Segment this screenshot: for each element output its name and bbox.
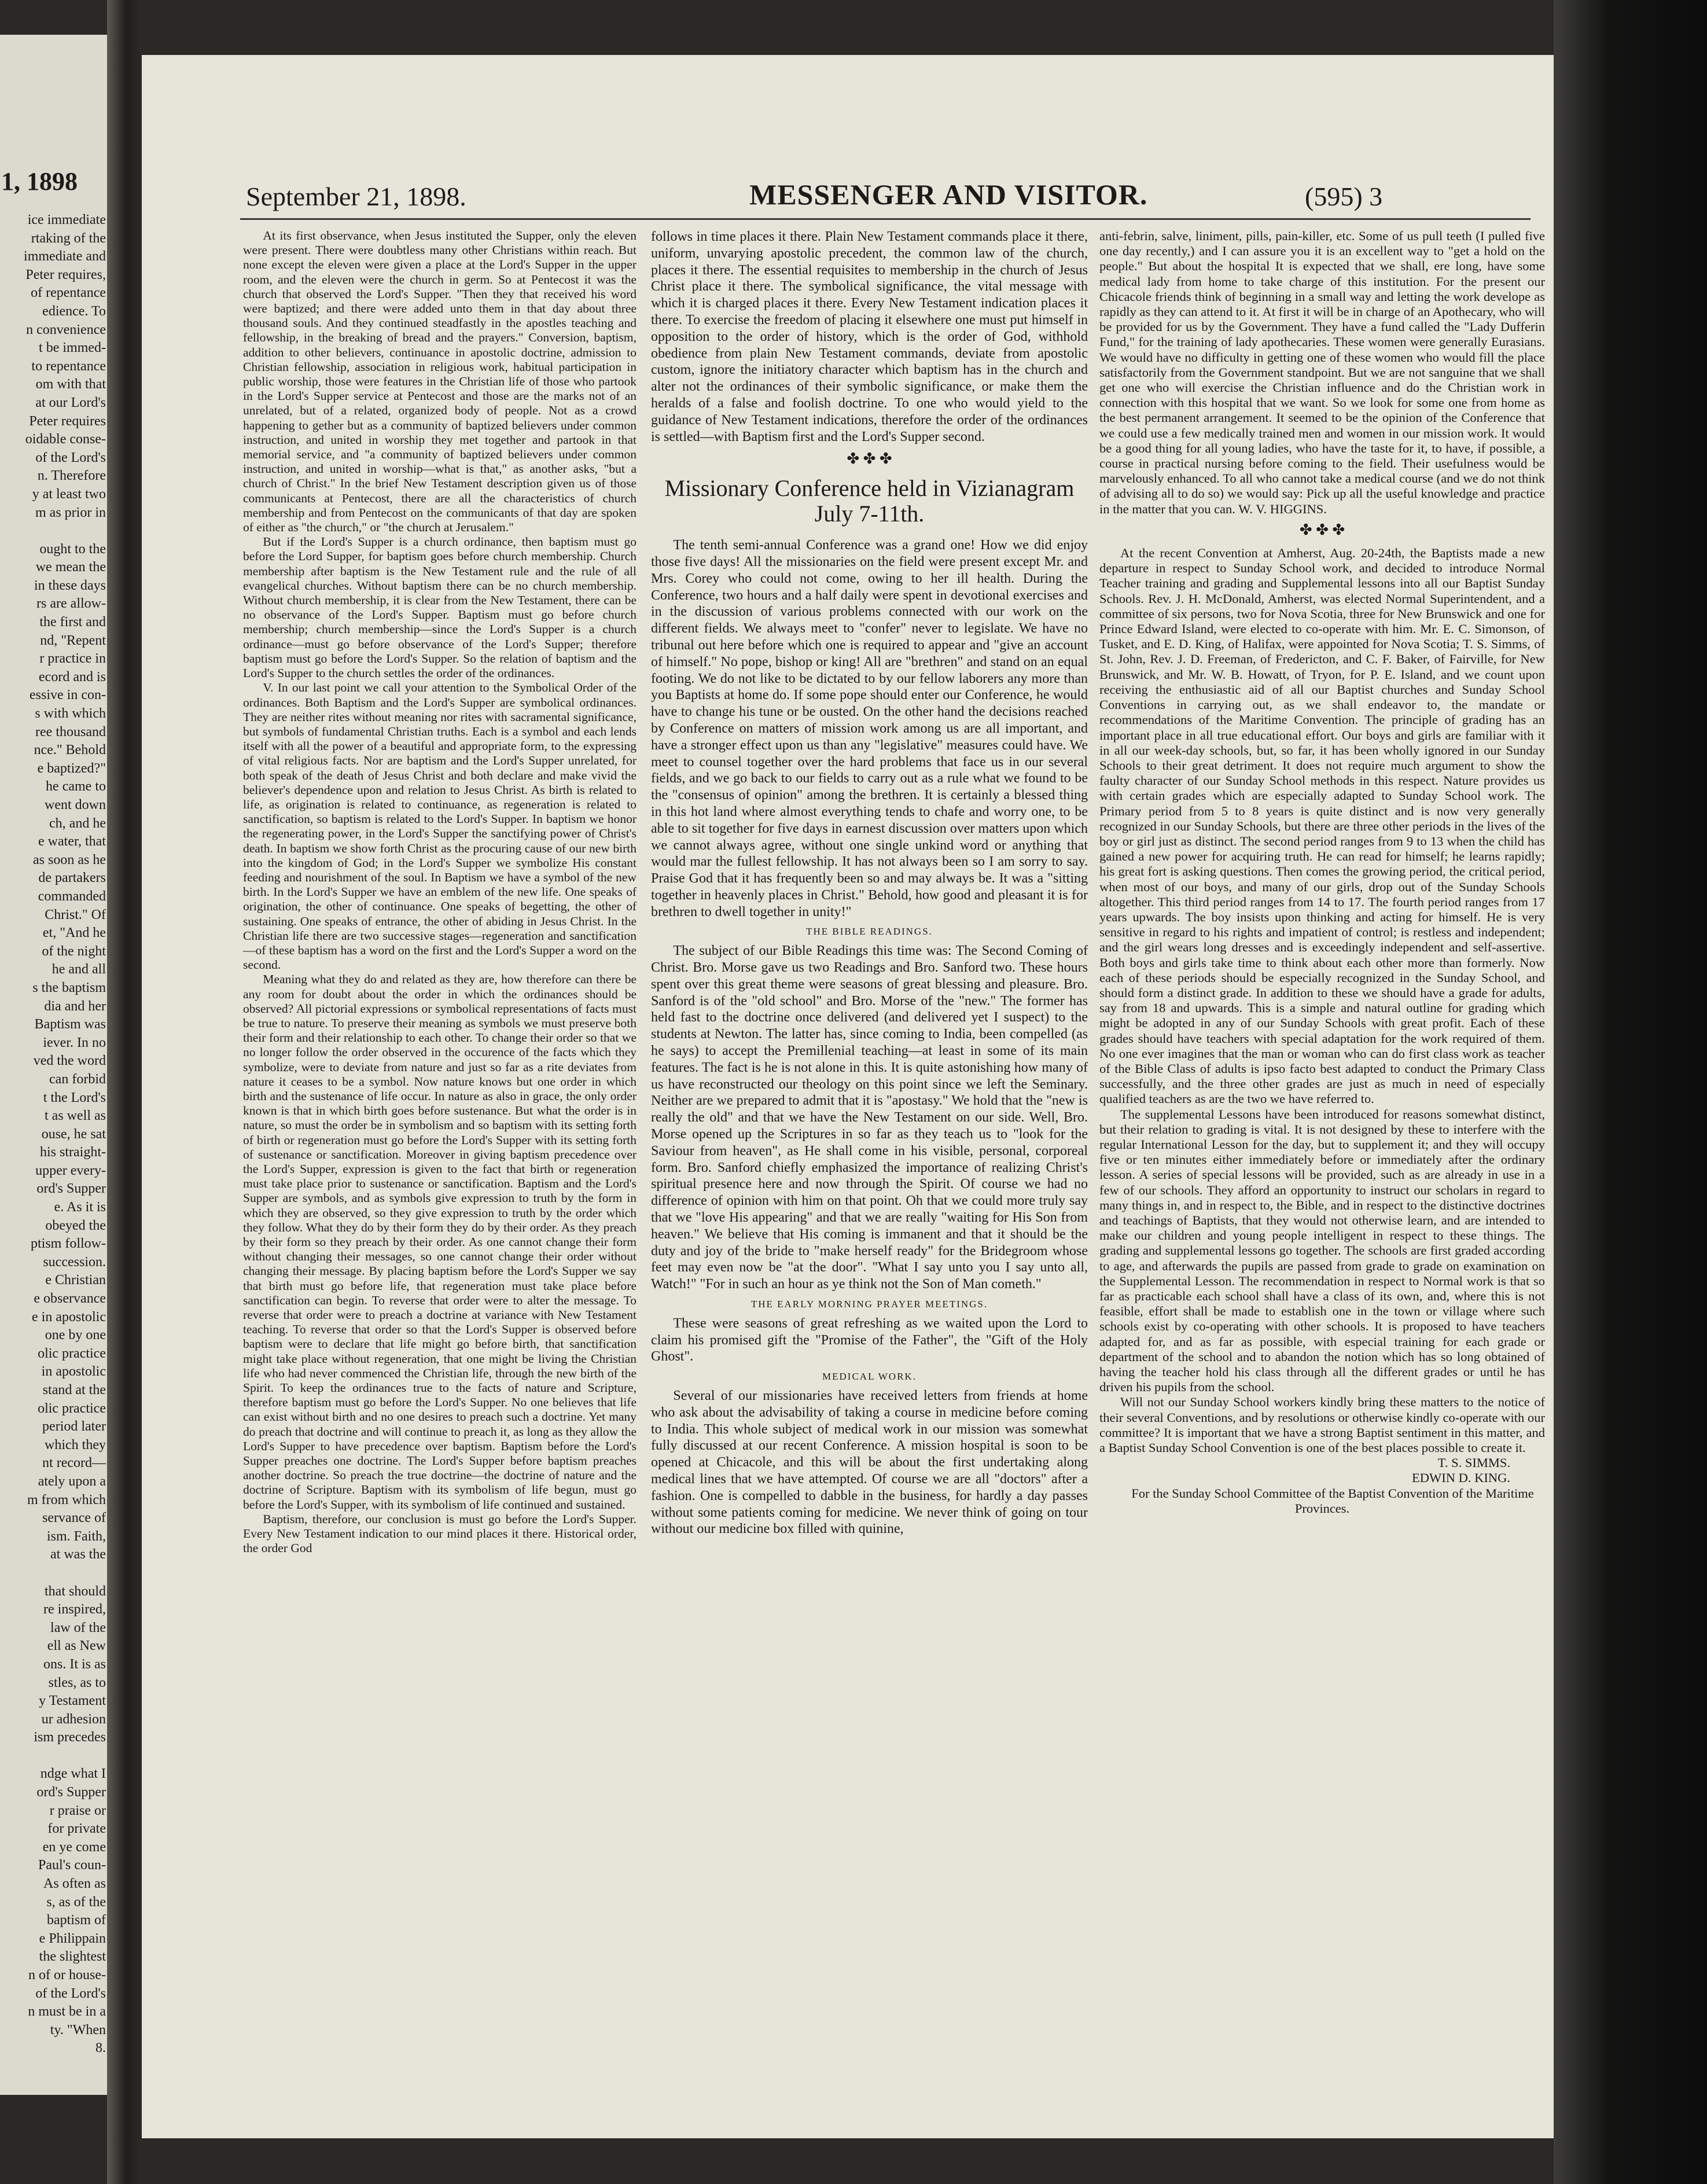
left-page-line: baptism of xyxy=(47,1913,106,1928)
left-page-line: as soon as he xyxy=(33,852,106,867)
page-edge-shadow xyxy=(1554,0,1707,2184)
left-page-date: 1, 1898 xyxy=(1,167,78,196)
left-page-line: Paul's coun- xyxy=(38,1858,106,1873)
left-page-line: ptism follow- xyxy=(31,1236,106,1252)
left-page-line: ecord and is xyxy=(39,669,106,685)
page-header xyxy=(142,55,1554,211)
paragraph: anti-febrin, salve, liniment, pills, pain-killer, etc. Some of us pull teeth (I pulled five one day recently,) and I can assure you it is an excellent way to "get a hold on the people." But about the hospital It is expected that we shall, ere long, have some medical lady from home to take charge of this institution. For the present our Chicacole friends think of beginning in a small way and letting the work develope as rapidly as they can attend to it. At first it will be in charge of an Apothecary, who will be provided for us by the Government. They have a fund called the "Lady Dufferin Fund," for the training of lady apothecaries. These women were generally Eurasians. We would have no difficulty in getting one of these women who would fill the place satisfactorily from the Government standpoint. But we are not sanguine that we shall get one who will exercise the Christian influence and do the Christian work in connection with this hospital that we want. So we look for some one from home as the best permanent arrangement. It seemed to be the opinion of the Conference that we could use a few medically trained men and women in our mission work. It would be a good thing for all young ladies, who have the taste for it, to have, if possible, a course in practical nursing before coming to the field. Their usefulness would be marvelously enhanced. To all who cannot take a medical course (and we do not think of advising all to do so) we would say: Pick up all the useful knowledge and practice in the matter that you can. W. V. HIGGINS. xyxy=(1099,229,1545,516)
left-page-line: Peter requires, xyxy=(25,267,106,282)
committee-footer: For the Sunday School Committee of the Baptist Convention of the Maritime Provinces. xyxy=(1131,1486,1534,1516)
left-page-line: e baptized?" xyxy=(37,760,106,776)
left-page-line: to repentance xyxy=(31,358,106,374)
left-page-line: ree thousand xyxy=(35,724,106,740)
left-page-text xyxy=(0,211,106,2058)
left-page-line: n convenience xyxy=(26,322,106,337)
left-page-line: ur adhesion xyxy=(41,1711,106,1727)
left-page-line: ons. It is as xyxy=(43,1656,106,1672)
left-page-line: we mean the xyxy=(35,560,106,575)
left-page-line xyxy=(0,1564,106,1583)
left-page-line: et, "And he xyxy=(42,925,106,941)
left-page-line: succession. xyxy=(43,1254,106,1270)
left-page-line: period later xyxy=(42,1419,106,1435)
column-2 xyxy=(651,229,1088,1538)
left-page-line: ought to the xyxy=(39,541,106,557)
header-rule xyxy=(240,218,1531,220)
left-page-line: dia and her xyxy=(44,998,106,1014)
left-page-line: of the night xyxy=(42,943,106,959)
masthead-title: MESSENGER AND VISITOR. xyxy=(749,178,1148,211)
left-page-line xyxy=(0,1747,106,1766)
left-page-line: oidable conse- xyxy=(25,432,106,447)
left-page-line: that should xyxy=(45,1583,106,1599)
paragraph: But if the Lord's Supper is a church ordinance, then baptism must go before the Lord Supper, for baptism goes before church membership. Church membership after baptism is the New Testament rule and the rule of all evangelical churches. Without baptism there can be no church membership. Without church membership, it is clear from the New Testament, there can be no observance of the Lord's Supper. Baptism must go before church membership; church membership—since the Lord's Supper is a church ordinance—must go before observance of the Lord's Supper; therefore baptism must go before the Lord's Supper. So the relation of baptism and the Lord's Supper to the church settles the order of the ordinances. xyxy=(243,535,637,681)
paragraph: The subject of our Bible Readings this time was: The Second Coming of Christ. Bro. Morse gave us two Readings and Bro. Sanford two. These hours spent over this great theme were seasons of great blessing and pleasure. Bro. Sanford is of the "old school" and Bro. Morse of the "new." The former has held fast to the doctrine once delivered (and delivered yet I suspect) to the students at Newton. The latter has, since coming to India, been compelled (as he says) to accept the Premillenial teaching—at least in some of its main features. The fact is he is not alone in this. It is quite astonishing how many of us have reconstructed our theology on this point since we left the Seminary. Neither are we prepared to admit that it is "apostasy." We hold that the "new is really the old" and that we have the New Testament on our side. Well, Bro. Morse opened up the Scriptures in so far as they teach us to "look for the Saviour from heaven", as He shall come in his visible, personal, corporeal form. Bro. Sanford chiefly emphasized the importance of realizing Christ's spiritual presence here and now through the Spirit. Of course we had no difference of opinion with him on that point. Oh that we could more truly say that we "love His appearing" and that we are really "waiting for His Son from heaven." We believe that His coming is immanent and that it should be the duty and joy of the bride to "make herself ready" for the Bridegroom whose feet may even now be "at the door". "What I say unto you I say unto all, Watch!" "For in such an hour as ye think not the Son of Man cometh." xyxy=(651,943,1088,1292)
left-page-line: n of or house- xyxy=(28,1968,106,1983)
left-page-line: stand at the xyxy=(42,1383,106,1398)
left-page-line: re inspired, xyxy=(43,1602,106,1617)
left-page-line: m from which xyxy=(27,1492,106,1508)
left-page-line: olic practice xyxy=(38,1345,106,1361)
paragraph: Meaning what they do and related as they are, how therefore can there be any room for doubt about the order in which the ordinances should be observed? All pictorial expressions or symbolical representations of facts must be true to nature. To preserve their meaning as symbols we must preserve both their form and their relationship to each other. To change their order so that we no longer follow the order observed in the occurence of the facts which they symbolize, were to deviate from nature and just so far as a rite deviates from nature it ceases to be a symbol. Now nature knows but one order in which birth and the sustenance of life occur. In nature as also in grace, the only order known is that in which birth goes before sustenance. But what the order is in nature, so must the order be in symbolism and so baptism with its setting forth of birth or regeneration must go before the Lord's Supper with its setting forth of sustenance or sanctification. Moreover in giving baptism precedence over the Lord's Supper, expression is given to the fact that birth or regeneration must take place prior to sustenance or sanctification. Baptism and the Lord's Supper are symbols, and as symbols give expression to truth by the form in which they are observed, so they give expression to truth by the order which they follow. What they do by their form they do by their order. As they preach by their form so they preach by their order. As one cannot change their form without changing their messages, so one cannot change their order without changing their message. By placing baptism before the Lord's Supper we say that birth must go before life, that regeneration must take place before sanctification can begin. To reverse that order were to alter the message. To reverse that order were to preach a doctrine at variance with New Testament teaching. To reverse that order so that the Lord's Supper is observed before baptism were to declare that life might go before birth, that sanctification might take place without regeneration, that one might be living the Christian life who had never commenced the Christian life, through the new birth of the Spirit. To keep the ordinances true to the facts of nature and Scripture, therefore baptism must go before the Lord's Supper. No one believes that life can exist without birth and no one desires to preach such a doctrine. Yet many do preach that doctrine and will continue to preach it, as long as they allow the Lord's Supper to have precedence over baptism. Baptism before the Lord's Supper preaches one doctrine. The Lord's Supper before baptism preaches another doctrine. So preach the true doctrine—the doctrine of nature and the doctrine of Scripture. Baptism with its symbolism of life begun, must go before the Lord's Supper, with its symbolism of life continued and sustained. xyxy=(243,972,637,1512)
left-page-line: stles, as to xyxy=(48,1675,106,1690)
section-separator: ✤ ✤ ✤ xyxy=(847,450,892,468)
left-page-line: Baptism was xyxy=(34,1017,106,1032)
paragraph: Several of our missionaries have received letters from friends at home who ask about the advisability of taking a course in medicine before coming to India. This whole subject of medical work in our mission was somewhat fully discussed at our recent Conference. A mission hospital is soon to be opened at Chicacole, and this will be about the first undertaking along medical lines that we have attempted. Of course we are all "doctors" after a fashion. One is compelled to dabble in the business, for hardly a day passes without some patients coming for medicine. We never think of going on tour without our medicine box filled with quinine, xyxy=(651,1388,1088,1537)
article-title: Missionary Conference held in Vizianagram July 7-11th. xyxy=(664,475,1075,527)
left-page-line: can forbid xyxy=(49,1071,106,1087)
left-page-line: upper every- xyxy=(35,1163,106,1178)
left-page-line: y at least two xyxy=(32,486,106,502)
left-page-line: one by one xyxy=(45,1328,106,1343)
left-page-line: ism. Faith, xyxy=(46,1528,106,1544)
left-page-line: s the baptism xyxy=(32,980,106,995)
left-page-line: in these days xyxy=(34,578,106,593)
left-page-line: the slightest xyxy=(39,1949,106,1965)
left-page-line: ately upon a xyxy=(38,1473,106,1489)
left-page-line: he came to xyxy=(46,779,106,795)
left-page-line: Peter requires xyxy=(29,413,106,429)
left-page-line: e water, that xyxy=(38,834,106,850)
page-number: (595) 3 xyxy=(1305,182,1383,211)
left-page-line: which they xyxy=(45,1437,106,1453)
left-page-line: olic practice xyxy=(38,1400,106,1416)
left-page-line: immediate and xyxy=(24,249,106,264)
paragraph: These were seasons of great refreshing as we waited upon the Lord to claim his promised gift the "Promise of the Father", the "Gift of the Holy Ghost". xyxy=(651,1315,1088,1365)
left-page-line: of repentance xyxy=(31,285,106,301)
paragraph: The supplemental Lessons have been introduced for reasons somewhat distinct, but their relation to grading is vital. It is not designed by these to interfere with the regular International Lesson for the day, but to supplement it; and they will occupy five or ten minutes either immediately before or immediately after the ordinary lesson. A series of special lessons will be provided, such as are already in use in a few of our schools. They afford an opportunity to instruct our scholars in regard to many things in, and in respect to, the Bible, and in respect to the distinctive doctrines and teachings of Baptists, that they would not otherwise learn, and are intended to make our children and young people intelligent in respect to these things. The grading and supplemental lessons go together. The schools are first graded according to age, and afterwards the pupils are passed from grade to grade on examination on the Supplemental Lesson. The recommendation in respect to Normal work is that so far as practicable each school shall have a class of its own, and, where this is not feasible, effort shall be made to establish one in the town or village where such schools exist by co-operating with other schools. It is proposed to have teachers adapted for, and as far as possible, with especial training for each grade or department of the school and to abandon the notion which has so long obtained of having the teacher hold his class through all the different grades or until he has driven his pupils from the school. xyxy=(1099,1106,1545,1395)
section-separator: ✤ ✤ ✤ xyxy=(1299,521,1345,538)
subheading-bible-readings: THE BIBLE READINGS. xyxy=(806,926,933,937)
header-date: September 21, 1898. xyxy=(246,182,466,211)
subheading-medical-work: MEDICAL WORK. xyxy=(822,1371,917,1383)
left-page-line: e observance xyxy=(34,1291,106,1307)
left-page-line: in apostolic xyxy=(41,1364,106,1380)
book-gutter xyxy=(107,0,142,2184)
left-page-line: ouse, he sat xyxy=(41,1126,106,1142)
left-page-line: for private xyxy=(47,1821,106,1837)
left-page-line: ord's Supper xyxy=(36,1181,106,1197)
left-page-line: essive in con- xyxy=(30,687,106,703)
subheading-prayer-meetings: THE EARLY MORNING PRAYER MEETINGS. xyxy=(751,1299,988,1310)
left-page-line: t be immed- xyxy=(39,340,106,356)
newspaper-page xyxy=(142,55,1554,2138)
left-page-line: went down xyxy=(45,797,106,812)
left-page-line: nce." Behold xyxy=(34,742,106,758)
left-page-line: ch, and he xyxy=(49,815,106,831)
paragraph: At its first observance, when Jesus instituted the Supper, only the eleven were present. There were doubtless many other Christians within reach. But none except the eleven were given a place at the Lord's Supper in the upper room, and the eleven were the church in germ. So at Pentecost it was the church that observed the Lord's Supper. "Then they that received his word were baptized; and there were added unto them in that day about three thousand souls. And they continued steadfastly in the apostles teaching and fellowship, in the breaking of bread and the prayers." Conversion, baptism, addition to other believers, continuance in apostolic doctrine, admission to Christian fellowship, association in religious work, habitual participation in public worship, those were features in the Christian life of those who partook in the Lord's Supper service at Pentecost and those are the marks not of an unrelated, but of a related, organized body of people. Not as a crowd happening to gether but as a community of baptized believers under common instruction, and united in worship they met together and partook in that memorial service, and "a community of baptized believers under common instruction, and united in worship—what is that," as another asks, "but a church of Christ." In the brief New Testament description given us of those communicants at Pentecost, there are all the characteristics of church membership and from Pentecost on the communicants of that day are spoken of either as "the church," or "the church at Jerusalem." xyxy=(243,229,637,535)
left-page-line: obeyed the xyxy=(45,1218,106,1233)
left-page-line: r praise or xyxy=(49,1803,106,1818)
left-page-line: ndge what I xyxy=(40,1766,106,1782)
left-page-line: at was the xyxy=(50,1547,106,1562)
left-page-line: ice immediate xyxy=(27,212,106,227)
column-3 xyxy=(1099,229,1545,1516)
left-page-line: law of the xyxy=(50,1620,106,1635)
left-page-line: edience. To xyxy=(42,303,106,319)
paragraph: Will not our Sunday School workers kindly bring these matters to the notice of their several Conventions, and by resolutions or otherwise kindly co-operate with our committee? It is important that we have a strong Baptist sentiment in this matter, and a Baptist Sunday School Convention is one of the best places possible to create it. xyxy=(1099,1395,1545,1455)
left-page-line: his straight- xyxy=(40,1145,106,1160)
left-page-line: e. As it is xyxy=(54,1200,106,1215)
left-page-line: en ye come xyxy=(42,1839,106,1855)
paragraph: follows in time places it there. Plain New Testament commands place it there, uniform, unvarying apostolic precedent, the common law of the church, places it there. The essential requisites to membership in the church of Jesus Christ place it there. The symbolical significance, the vital message with which it is charged places it there. Every New Testament indication places it there. To exercise the freedom of placing it elsewhere one must put himself in opposition to the order of history, which is the order of God, withhold obedience from plain New Testament commands, deviate from apostolic custom, ignore the initiatory character which baptism has in the church and alter not the ordinances of their symbolic significance, or make them the heralds of a false and foolish doctrine. To one who would yield to the guidance of New Testament indications, therefore the order of the ordinances is settled—with Baptism first and the Lord's Supper second. xyxy=(651,229,1088,444)
left-page-line: de partakers xyxy=(38,870,106,886)
left-page-line: rs are allow- xyxy=(36,596,106,612)
left-page-line: servance of xyxy=(42,1510,106,1526)
left-page-line: n. Therefore xyxy=(37,468,106,484)
left-page-line: e Philippain xyxy=(39,1931,106,1946)
left-page-line: 8. xyxy=(95,2040,106,2056)
left-page-line: e Christian xyxy=(45,1273,106,1288)
left-page-line: s, as of the xyxy=(46,1894,106,1910)
left-page-line: e in apostolic xyxy=(32,1309,106,1325)
paragraph: Baptism, therefore, our conclusion is must go before the Lord's Supper. Every New Testament indication to our mind places it there. Historical order, the order God xyxy=(243,1512,637,1556)
left-page-line: iever. In no xyxy=(43,1035,106,1050)
paragraph: At the recent Convention at Amherst, Aug. 20-24th, the Baptists made a new departure in respect to Sunday School work, and decided to introduce Normal Teacher training and grading and Supplemental lessons into all our Baptist Sunday Schools. Rev. J. H. McDonald, Amherst, was elected Normal Superintendent, and a committee of six persons, two for Nova Scotia, three for New Brunswick and one for Prince Edward Island, were elected to co-operate with him. Mr. E. C. Simonson, of Tusket, and E. D. King, of Halifax, were appointed for Nova Scotia; T. S. Simms, of St. John, Rev. J. D. Freeman, of Fredericton, and C. F. Baker, of Fairville, for New Brunswick, and Mr. W. B. Howatt, of Tryon, for P. E. Island, and we count upon receiving the enthusiastic aid of all our Baptist churches and Sunday School Conventions in carrying out, as we shall endeavor to, the mandate or recommendations of the Maritime Convention. The principle of grading has an important place in all true educational effort. Our boys and girls are familiar with it in all our week-day schools, but, so far, it has been wholly ignored in our Sunday Schools to their great detriment. It does not require much argument to show the faulty character of our Sunday School methods in this respect. Nature provides us with certain grades which are especially adapted to Sunday School work. The Primary period from 5 to 8 years is quite distinct and is now very generally recognized in our Sunday Schools, but there are three other periods in the lives of the boy or girl just as distinct. The second period ranges from 9 to 13 when the child has gained a new power for acquiring truth. He can read for himself; he learns rapidly; his great fort is asking questions. Then comes the growing period, the critical period, when most of our boys, and many of our girls, drop out of the Sunday Schools altogether. This third period ranges from 14 to 17. The fourth period ranges from 17 years upwards. The boy insists upon thinking and acting for himself. He is very sensitive in regard to his rights and impatient of control; is restless and independent; and the girl wears long dresses and is exceedingly independent and self-assertive. Both boys and girls take time to think about each other more than formerly. Now each of these periods should be especially recognized in the Sunday School, and should form a distinct grade. In addition to these we should have a grade for adults, say from 18 and upwards. This is a simple and natural outline for grading which might be adopted in any of our Sunday Schools with great profit. Each of these grades should have teachers with special adaptation for the work required of them. No one ever imagines that the man or woman who can do first class work as teacher of the Bible Class of adults is ipso facto best adapted to conduct the Primary Class successfully, and the three other grades are just as much in need of especially qualified teachers as are the two we have referred to. xyxy=(1099,546,1545,1106)
signature: EDWIN D. KING. xyxy=(1412,1470,1510,1486)
left-page-line: nt record— xyxy=(42,1455,106,1471)
left-page-line: As often as xyxy=(43,1876,106,1892)
left-page-line: r practice in xyxy=(39,651,106,667)
left-page-line: rtaking of the xyxy=(31,230,106,246)
left-page-line: ty. "When xyxy=(50,2022,106,2038)
left-page-line: of the Lord's xyxy=(35,1986,106,2001)
left-page-fragment xyxy=(0,35,107,2095)
left-page-line: ell as New xyxy=(47,1638,106,1654)
paragraph: V. In our last point we call your attention to the Symbolical Order of the ordinances. Both Baptism and the Lord's Supper are symbolical ordinances. They are neither rites without meaning nor rites with sacramental significance, but symbols of fundamental Christian truths. Each is a symbol and each lends itself with all the power of a beautiful and appropriate form, to the expressing of vital religious facts. Nor are baptism and the Lord's Supper unrelated, for both speak of the death of Jesus Christ and both declare and make vivid the believer's dependence upon and relation to Jesus Christ. As birth is related to life, as origination is related to continuance, as regeneration is related to sanctification, so baptism is related to the Lord's Supper. In baptism we honor the regenerating power, in the Lord's Supper the sanctifying power of Christ's death. In baptism we show forth Christ as the procuring cause of our new birth into the kingdom of God; in the Lord's Supper we symbolize His constant feeding and nourishment of the soul. In Baptism we have a symbol of the new birth. In the Lord's Supper we have an emblem of the new life. One speaks of origination, the other of continuance. One speaks of begetting, the other of sustaining. One speaks of entrance, the other of abiding in Jesus Christ. In the Christian life there are two successive stages—regeneration and sanctification—of these baptism has a word on the first and the Lord's Supper a word on the second. xyxy=(243,681,637,972)
left-page-line: Christ." Of xyxy=(45,907,106,922)
left-page-line: nd, "Repent xyxy=(40,633,106,648)
left-page-line xyxy=(0,522,106,541)
left-page-line: at our Lord's xyxy=(35,395,106,410)
left-page-line: ved the word xyxy=(33,1053,106,1069)
left-page-line: ord's Supper xyxy=(36,1785,106,1800)
left-page-line: m as prior in xyxy=(35,505,106,520)
left-page-line: commanded xyxy=(38,888,106,904)
left-page-line: he and all xyxy=(51,962,106,977)
left-page-line: y Testament xyxy=(39,1693,106,1709)
left-page-line: n must be in a xyxy=(28,2004,106,2020)
left-page-line: s with which xyxy=(35,706,106,722)
left-page-line: t as well as xyxy=(45,1108,106,1124)
left-page-line: of the Lord's xyxy=(35,450,106,465)
signature: T. S. SIMMS. xyxy=(1437,1455,1510,1470)
left-page-line: om with that xyxy=(35,377,106,392)
left-page-line: the first and xyxy=(39,615,106,630)
left-page-line: t the Lord's xyxy=(43,1090,106,1105)
column-1 xyxy=(243,229,637,1556)
paragraph: The tenth semi-annual Conference was a grand one! How we did enjoy those five days! All the missionaries on the field were present except Mr. and Mrs. Corey who could not come, owing to her ill health. During the Conference, two hours and a half daily were spent in devotional exercises and in the discussion of various problems connected with our work on the different fields. We always meet to "confer" never to legislate. We have no tribunal out here before which one is required to appear and "give an account of himself." No pope, bishop or king! All are "brethren" and stand on an equal footing. We do not like to be dictated to by our fellow laborers any more than you Baptists at home do. If some pope should enter our Conference, he would have to change his tune or be ousted. On the other hand the decisions reached by Conference on matters of mission work among us are all important, and have a stronger effect upon us than any "legislative" measures could have. We meet to counsel together over the hard problems that face us in our several fields, and we go back to our fields to carry out as a rule what we found to be the "consensus of opinion" among the brethren. It is certainly a blessed thing in this hot land where almost everything tends to chafe and worry one, to be able to sit together for five days in earnest discussion over matters upon which we cannot always agree, without one single unkind word or anything that would mar the fullest fellowship. It has not always been so I am sorry to say. Praise God that it has frequently been so and may always be. It was a "sitting together in heavenly places in Christ." Behold, how good and pleasant it is for brethren to dwell together in unity!" xyxy=(651,538,1088,920)
left-page-line: ism precedes xyxy=(34,1730,106,1745)
